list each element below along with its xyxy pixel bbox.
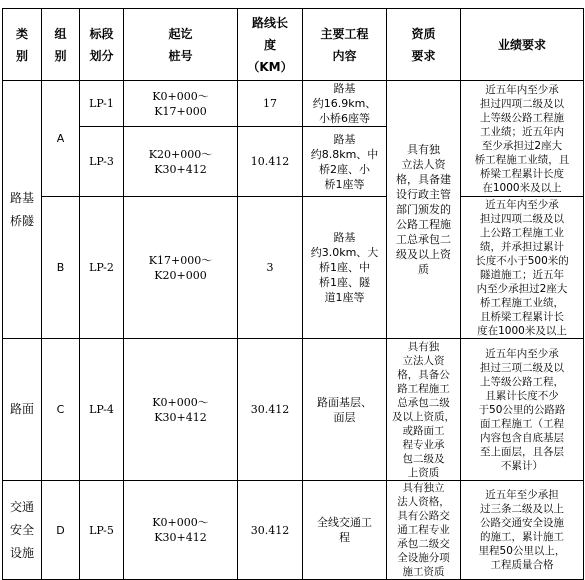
length-cell: 30.412	[238, 339, 303, 481]
category-cell: 路面	[3, 339, 42, 481]
section-cell: LP-4	[80, 339, 124, 481]
table-row	[3, 339, 584, 481]
main-work-cell: 全线交通工 程	[303, 481, 387, 580]
header-category: 类 别	[3, 9, 42, 81]
length-cell: 3	[238, 197, 303, 339]
performance-cell: 近五年至少承担 过三条二级及以上 公路交通安全设施 的施工，累计施工 里程50公里以上， 工程质量合格	[461, 481, 584, 580]
length-cell: 17	[238, 81, 303, 127]
section-cell: LP-2	[80, 197, 124, 339]
performance-cell: 近五年内至少承 担过三项二级及以 上等级公路工程， 且累计长度不少 于50公里的公路路 面工程施工（工程 内容包含自底基层 至上面层，且各层 不累计）	[461, 339, 584, 481]
main-work-cell: 路基 约16.9km、 小桥6座等	[303, 81, 387, 127]
group-cell: D	[42, 481, 80, 580]
stake-cell: K17+000～K20+000	[124, 197, 238, 339]
category-cell: 交通 安全 设施	[3, 481, 42, 580]
table-row	[3, 81, 584, 127]
header-stake: 起讫 桩号	[124, 9, 238, 81]
main-work-cell: 路面基层、 面层	[303, 339, 387, 481]
header-length: 路线长 度 （KM）	[238, 9, 303, 81]
header-row	[3, 9, 584, 81]
length-cell: 10.412	[238, 127, 303, 197]
stake-cell: K0+000～K30+412	[124, 339, 238, 481]
table-row	[3, 197, 584, 339]
group-cell: B	[42, 197, 80, 339]
main-work-cell: 路基 约8.8km、中 桥2座、小 桥1座等	[303, 127, 387, 197]
header-performance: 业绩要求	[461, 9, 584, 81]
section-cell: LP-3	[80, 127, 124, 197]
stake-cell: K0+000～K30+412	[124, 481, 238, 580]
length-cell: 30.412	[238, 481, 303, 580]
qualification-cell: 具有独 立法人资 格，具备建 设行政主管 部门颁发的 公路工程施 工总承包二 级及以上资 质	[387, 81, 461, 339]
header-qualification: 资质 要求	[387, 9, 461, 81]
qualification-cell: 具有独立 法人资格， 具有公路交 通工程专业 承包二级交 全设施分项 施工资质	[387, 481, 461, 580]
category-cell: 路基 桥隧	[3, 81, 42, 339]
group-cell: C	[42, 339, 80, 481]
bid-section-table	[2, 8, 584, 580]
table-row	[3, 481, 584, 580]
main-work-cell: 路基 约3.0km、大 桥1座、中 桥1座、隧 道1座等	[303, 197, 387, 339]
cropped-top-line	[0, 0, 585, 7]
group-cell: A	[42, 81, 80, 197]
header-section: 标段 划分	[80, 9, 124, 81]
header-group: 组 别	[42, 9, 80, 81]
stake-cell: K0+000～K17+000	[124, 81, 238, 127]
qualification-cell: 具有独 立法人资 格，具备公 路工程施工 总承包二级 及以上资质， 或路面工 程专业承 包二级及 上资质	[387, 339, 461, 481]
stake-cell: K20+000～K30+412	[124, 127, 238, 197]
header-main-work: 主要工程 内容	[303, 9, 387, 81]
performance-cell: 近五年内至少承 担过四项二级及以 上等级公路工程施 工业绩；近五年内 至少承担过2座大 桥工程施工业绩，且 桥梁工程累计长度 在1000米及以上	[461, 81, 584, 197]
performance-cell: 近五年内至少承 担过四项二级及以 上公路工程施工业 绩，并承担过累计 长度不小于500米的 隧道施工；近五年 内至少承担过2座大 桥工程施工业绩， 且桥梁工程累计长 度在1000米及以上	[461, 197, 584, 339]
section-cell: LP-5	[80, 481, 124, 580]
section-cell: LP-1	[80, 81, 124, 127]
